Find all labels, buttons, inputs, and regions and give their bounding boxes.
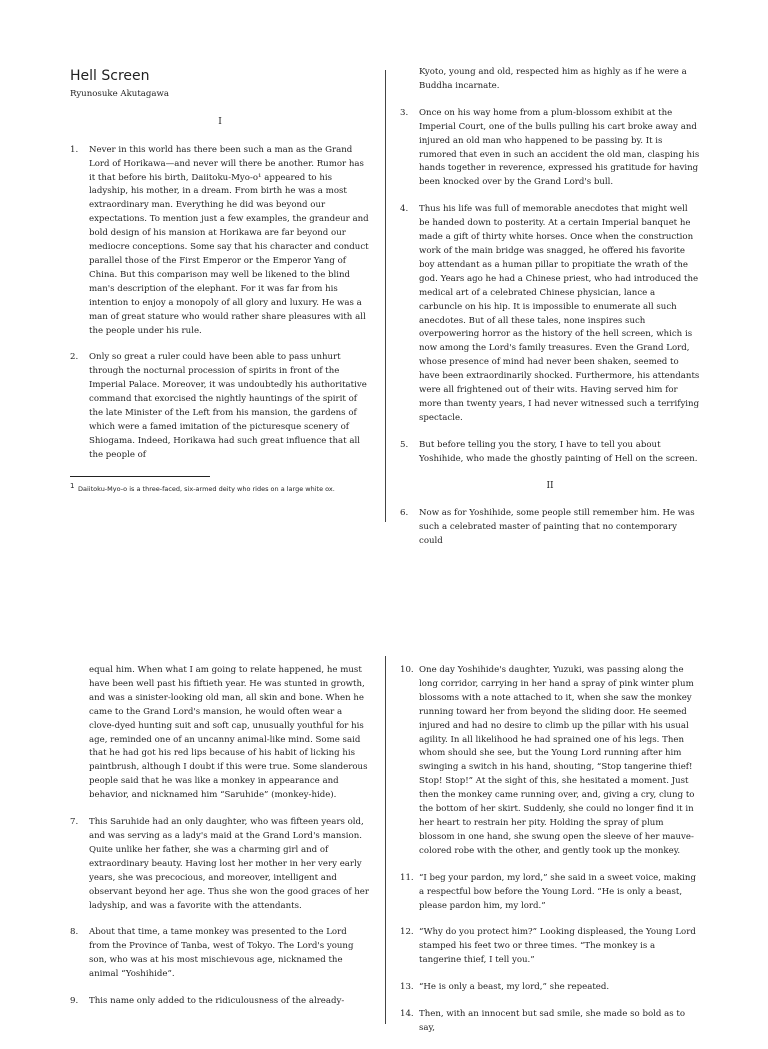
paragraph-text: Once on his way home from a plum-blossom exhibit at the Imperial Court, one of the bulls pulling his cart broke away and injured an old man who happened to be passing by. It is rumored that even in such an accident the old man, clasping his hands together in reverence, expressed his gratitude for having been knocked over by the Grand Lord's bull.: [419, 107, 700, 188]
section-heading-2: II: [546, 480, 554, 491]
paragraph-text: “He is only a beast, my lord,” she repeated.: [419, 982, 610, 993]
numbered-paragraph: [400, 1008, 700, 1036]
paragraph-text: Never in this world has there been such a man as the Grand Lord of Horikawa—and never will there be another. Rumor has it that before his birth, Daiitoku-Myo-o¹ appeared to his ladyship, his mother, in a dream. From birth he was a most extraordinary man. Everything he did was beyond our expectations. To mention just a few examples, the grandeur and bold design of his mansion at Horikawa are far beyond our mediocre conceptions. Some say that his character and conduct parallel those of the First Emperor or the Emperor Yang of China. But this comparison may well be likened to the blind man's description of the elephant. For it was far from his intention to enjoy a monopoly of all glory and luxury. He was a man of great stature who would rather share pleasures with all the people under his rule.: [89, 144, 369, 336]
footnote-number: 1: [70, 481, 75, 490]
paragraph-text: One day Yoshihide's daughter, Yuzuki, was passing along the long corridor, carrying in her hand a spray of pink winter plum blossoms with a note attached to it, when she saw the monkey running toward her from beyond the sliding door. He seemed injured and had no desire to climb up the pillar with his usual agility. In all likelihood he had sprained one of his legs. Then whom should she see, but the Young Lord running after him swinging a switch in his hand, shouting, “Stop tangerine thief! Stop! Stop!” At the sight of this, she hesitated a moment. Just then the monkey came running over, and, giving a cry, clung to the bottom of her skirt. Suddenly, she could no longer find it in her heart to restrain her pity. Holding the spray of plum blossom in one hand, she swung open the sleeve of her mauve-colored robe with the other, and gently took up the monkey.: [419, 665, 695, 856]
paragraph-continuation: equal him. When what I am going to relate happened, he must have been well past his fiftieth year. He was stunted in growth, and was a sinister-looking old man, all skin and bone. When he came to the Grand Lord's mansion, he would often wear a clove-dyed hunting suit and soft cap, unusually youthful for his age, reminded one of an uncanny animal-like mind. Some said that he had got his red lips because of his habit of licking his paintbrush, although I doubt if this were true. Some slanderous people said that he was like a monkey in appearance and behavior, and nicknamed him “Saruhide” (monkey-hide).: [89, 665, 368, 801]
numbered-paragraph: [70, 351, 370, 462]
paragraph-number: 8.: [70, 927, 79, 938]
paragraph-number: 12.: [400, 927, 414, 938]
numbered-paragraph: [400, 507, 700, 549]
numbered-paragraph: [400, 107, 700, 190]
paragraph-text: About that time, a tame monkey was presented to the Lord from the Province of Tanba, west of Tokyo. The Lord's young son, who was at his most mischievous age, nicknamed the animal “Yoshihide”.: [89, 927, 354, 980]
paragraph-text: “Why do you protect him?” Looking displeased, the Young Lord stamped his feet two or three times. “The monkey is a tangerine thief, I tell you.”: [419, 927, 696, 966]
paragraph-number: 13.: [400, 982, 414, 993]
paragraph-text: Now as for Yoshihide, some people still remember him. He was such a celebrated master of painting that no contemporary could: [419, 508, 695, 547]
numbered-paragraph: [70, 926, 370, 982]
paragraph-number: 11.: [400, 872, 414, 883]
paragraph-text: This Saruhide had an only daughter, who was fifteen years old, and was serving as a lady's maid at the Grand Lord's mansion. Quite unlike her father, she was a charming girl and of extraordinary beauty. Having lost her mother in her very early years, she was precocious, and moreover, intelligent and observant beyond her age. Thus she won the good graces of her ladyship, and was a favorite with the attendants.: [89, 817, 369, 911]
page-1-right-column: [400, 66, 700, 562]
section-heading-1: I: [218, 116, 222, 127]
numbered-paragraph: [70, 816, 370, 913]
paragraph-text: Thus his life was full of memorable anecdotes that might well be handed down to posterity. At a certain Imperial banquet he made a gift of thirty white horses. Once when the construction work of the main bridge was snagged, he offered his favorite boy attendant as a human pillar to propitiate the wrath of the god. Years ago he had a Chinese priest, who had introduced the medical art of a celebrated Chinese physician, lance a carbuncle on his hip. It is impossible to enumerate all such anecdotes. But of all these tales, none inspires such overpowering horror as the history of the hell screen, which is now among the Lord's family treasures. Even the Grand Lord, whose presence of mind had never been shaken, seemed to have been extraordinarily shocked. Furthermore, his attendants were all frightened out of their wits. Having served him for more than twenty years, I had never witnessed such a terrifying spectacle.: [419, 204, 700, 423]
document-author: Ryunosuke Akutagawa: [70, 88, 170, 99]
numbered-paragraph: [400, 981, 700, 995]
paragraph-number: 10.: [400, 665, 414, 675]
footnote-text: Daiitoku-Myo-o is a three-faced, six-armed deity who rides on a large white ox.: [78, 484, 335, 493]
paragraph-number: 1.: [70, 144, 79, 155]
column-divider: [385, 70, 386, 522]
paragraph-number: 5.: [400, 439, 409, 450]
numbered-paragraph: [400, 664, 700, 859]
paragraph-number: 6.: [400, 508, 409, 519]
numbered-paragraph: [400, 926, 700, 968]
paragraph-text: This name only added to the ridiculousness of the already-: [89, 996, 345, 1007]
footnote: [70, 481, 370, 494]
paragraph-number: 7.: [70, 817, 79, 828]
numbered-paragraph: [400, 439, 700, 467]
column-divider: [385, 656, 386, 1024]
paragraph-text: Then, with an innocent but sad smile, she made so bold as to say,: [419, 1009, 685, 1033]
paragraph-number: 4.: [400, 204, 409, 215]
paragraph-number: 9.: [70, 996, 79, 1007]
numbered-paragraph: [400, 872, 700, 914]
footnote-rule: [70, 476, 210, 477]
page-2-left-column: [70, 664, 370, 1022]
paragraph-text: “I beg your pardon, my lord,” she said in a sweet voice, making a respectful bow before the Young Lord. “He is only a beast, please pardon him, my lord.”: [419, 872, 696, 911]
paragraph-number: 14.: [400, 1009, 414, 1020]
paragraph-text: But before telling you the story, I have to tell you about Yoshihide, who made the ghostly painting of Hell on the screen.: [419, 439, 698, 464]
numbered-paragraph: [70, 144, 370, 339]
page-2-right-column: [400, 664, 700, 1049]
paragraph-continuation: Kyoto, young and old, respected him as highly as if he were a Buddha incarnate.: [419, 67, 687, 91]
paragraph-text: Only so great a ruler could have been able to pass unhurt through the nocturnal procession of spirits in front of the Imperial Palace. Moreover, it was undoubtedly his authoritative command that exorcised the nightly hauntings of the spirit of the late Minister of the Left from his mansion, the gardens of which were a famed imitation of the picturesque scenery of Shiogama. Indeed, Horikawa had such great influence that all the people of: [89, 352, 367, 460]
numbered-paragraph: [400, 203, 700, 426]
numbered-paragraph: [70, 995, 370, 1009]
paragraph-number: 2.: [70, 352, 79, 363]
document-title: Hell Screen: [70, 68, 150, 84]
page-1-left-column: [70, 62, 370, 494]
paragraph-number: 3.: [400, 107, 409, 118]
